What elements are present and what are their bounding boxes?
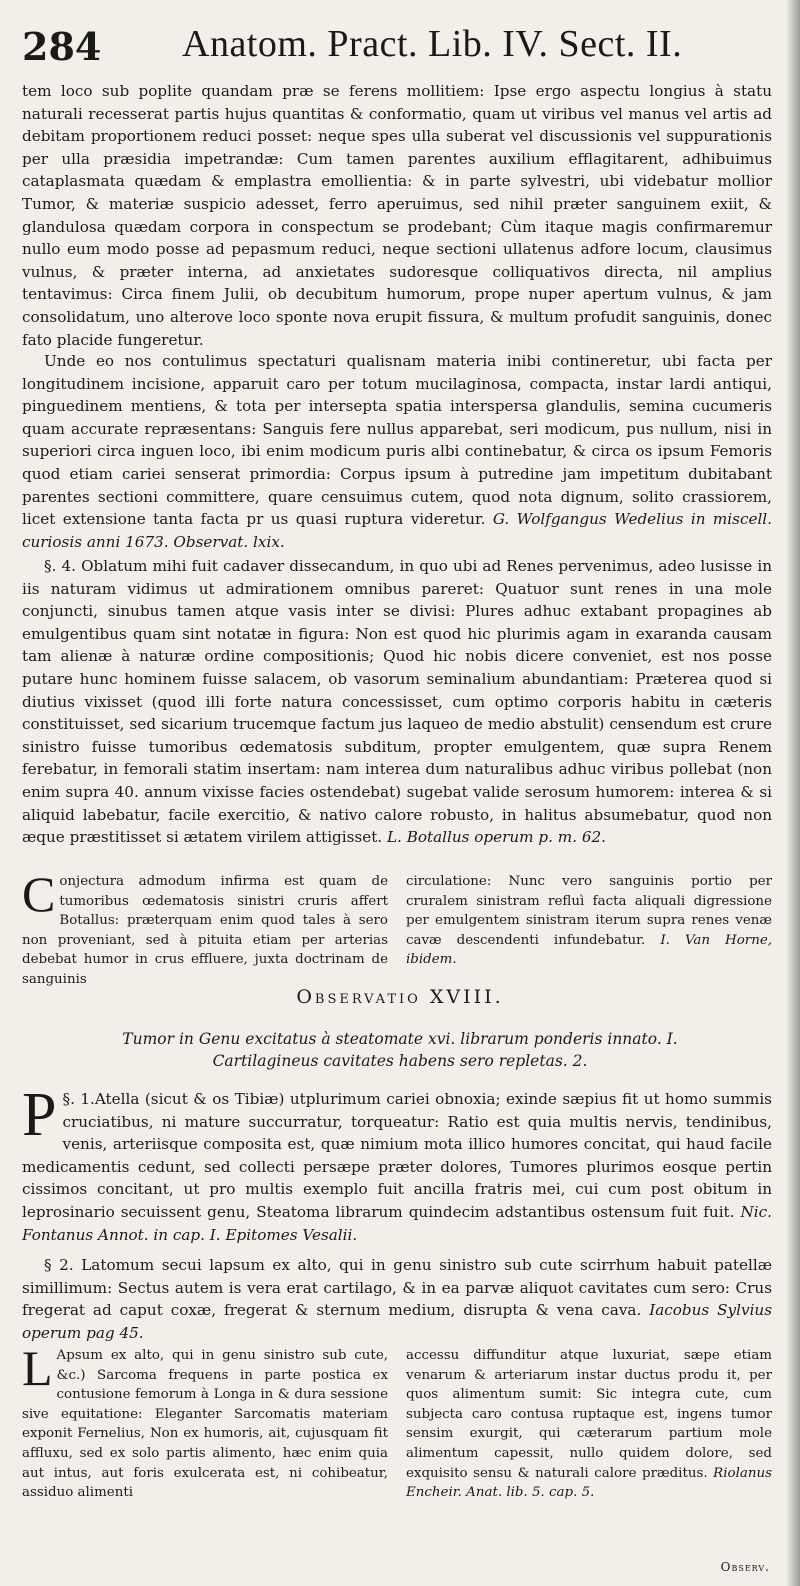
paragraph-4 xyxy=(22,555,772,849)
paragraph-3 xyxy=(22,350,772,553)
paragraph-text: Atella (sicut & os Tibiæ) utplurimum cariei obnoxia; exinde sæpius fit ut homo summis cruciatibus, ni mature succurratur, torqueatur: Ratio est quia multis nervis, tendinibus, venis, arteriisque composita est, quæ nimium mota illico humores concitat, qui haud facile medicamentis cedunt, sed collecti persæpe præter dolores, Tumores plurimos eosque pertin cissimos concitant, ut pro multis exemplo fuit ancilla fratris mei, cui cum post obitum in leprosinario secuissent genu, Steatoma librarum quindecim adstantibus ostensum fuit fuit. xyxy=(22,1090,772,1221)
paragraph-obs-2 xyxy=(22,1254,772,1344)
citation: I. Van Horne, ibidem. xyxy=(406,932,772,968)
page-number: 284 xyxy=(22,24,102,69)
citation: L. Botallus operum p. m. 62. xyxy=(386,828,607,847)
note-column-right xyxy=(406,1346,772,1503)
running-head: Anatom. Pract. Lib. IV. Sect. II. xyxy=(182,23,683,65)
note-text: circulatione: Nunc vero sanguinis portio per cruralem sinistram refluì facta aliquali digressione per emulgentem sinistram iterum supra renes venæ cavæ descendenti infundebatur. xyxy=(406,874,772,948)
catchword: Observ. xyxy=(720,1560,770,1574)
commentary-note-1 xyxy=(22,866,772,990)
paragraph-text: §. 4. Oblatum mihi fuit cadaver dissecandum, in quo ubi ad Renes pervenimus, adeo lusisse in iis naturam vidimus ut admirationem omnibus pareret: Quatuor sunt renes in una mole conjuncti, sinubus tamen atque vasis inter se divisi: Plures adhuc extabant propagines ab emulgentibus quam sint notatæ in figura: Non est quod hic plurimis agam in exaranda causam tam alienæ à naturæ ordine compositionis; Quod hic nobis dicere conveniet, est nos posse putare hunc hominem fuisse salacem, ob vasorum seminalium abundantiam: Præterea quod si diutius vixisset (quod illi forte natura concessisset, cum optimo corporis habitu in cæteris constituisset, sed sicarium trucemque factum jus laqueo de medio abstulit) censendum est crure sinistro fuisse tumoribus œdematosis subditum, propter emulgentem, quæ supra Renem ferebatur, in femorali statim insertam: nam interea dum naturalibus adhuc viribus pollebat (non enim supra 40. annum vixisse facies ostendebat) sugebat valide serosum humorem: interea & si aliquid labebatur, facile exercitio, & nativo calore robusto, in halitus absumebatur, quod non æque præstitisset si ætatem virilem attigisset. xyxy=(22,557,772,847)
observation-subtitle-2: Cartilagineus cavitates habens sero repletas. 2. xyxy=(212,1052,588,1070)
commentary-note-2 xyxy=(22,1340,772,1503)
note-text: onjectura admodum infirma est quam de tumoribus œdematosis sinistri cruris affert Botallus: præterquam enim quod tales à sero non proveniant, sed à pituita etiam per arterias debebat humor in crus effluere, juxta doctrinam de sanguinis xyxy=(22,874,388,987)
page-header xyxy=(22,18,772,80)
paragraph-text: Unde eo nos contulimus spectaturi qualisnam materia inibi contineretur, ubi facta per longitudinem incisione, apparuit caro per totum mucilaginosa, compacta, instar lardi antiqui, pinguedinem mentiens, & tota per intersepta spatia interspersa glandulis, semina cucumeris quam accurate repræsentans: Sanguis fere nullus apparebat, seri modicum, pus nullum, nisi in superiori circa inguen loco, ibi enim modicum puris albi continebatur, & circa os ipsum Femoris quod etiam cariei senserat primordia: Corpus ipsum à putredine jam impetitum dubitabant parentes sectioni committere, quare censuimus cutem, quod nota dignum, solito crassiorem, licet extensione tanta facta pr us quasi ruptura videretur. xyxy=(22,352,772,529)
section-number: §. 1. xyxy=(62,1090,95,1108)
citation: Iacobus Sylvius operum pag 45. xyxy=(22,1301,772,1342)
note-column-left xyxy=(22,866,388,990)
dropcap-initial: P xyxy=(22,1081,57,1149)
citation: G. Wolfgangus Wedelius in miscell. curiosis anni 1673. Observat. lxix. xyxy=(22,510,772,551)
note-text: accessu diffunditur atque luxuriat, sæpe etiam venarum & arteriarum instar ductus produ it, per quos alimentum sumit: Sic integra cute, cum subjecta caro contusa ruptaque est, ingens tumor sensim exurgit, qui cæterarum partium mole alimentum capessit, nullo quidem dolore, sed exquisito sensu & naturali calore præditus. xyxy=(406,1348,772,1481)
observation-subtitle-1: Tumor in Genu excitatus à steatomate xvi. librarum ponderis innato. I. xyxy=(122,1030,678,1048)
citation: Riolanus Encheir. Anat. lib. 5. cap. 5. xyxy=(406,1465,772,1501)
note-text: Apsum ex alto, qui in genu sinistro sub cute, &c.) Sarcoma frequens in parte postica ex contusione femorum à Longa in & dura sessione sive equitatione: Eleganter Sarcomatis materiam exponit Fernelius, Non ex humoris, ait, cujusquam fit affluxu, sed ex solo partis alimento, hæc enim quia aut intus, aut foris exulcerata est, ni cohibeatur, assiduo alimenti xyxy=(22,1348,388,1501)
observation-title: Observatio XVIII. xyxy=(296,986,504,1008)
paragraph-obs-1 xyxy=(22,1081,772,1246)
paragraph-text: tem loco sub poplite quandam præ se ferens mollitiem: Ipse ergo aspectu longius à statu naturali recesserat partis hujus quantitas & conformatio, quam ut viribus vel manus vel artis ad debitam proportionem reduci posset: neque spes ulla suberat vel discussionis vel suppurationis per ulla præsidia impetrandæ: Cum tamen parentes auxilium efflagitarent, adhibuimus cataplasmata quædam & emplastra emollientia: & in parte sylvestri, ubi videbatur mollior Tumor, & materiæ suspicio adesset, ferro aperuimus, sed nihil præter sanguinem exiit, & glandulosa quædam corpora in conspectum se prodebant; Cùm itaque magis confirmaremur nullo eum modo posse ad pepasmum reduci, neque sectioni ullatenus adfore locum, clausimus vulnus, & præter interna, ad anxietates sudoresque colliquativos directa, nil amplius tentavimus: Circa finem Julii, ob decubitum humorum, prope nuper apertum vulnus, & jam consolidatum, uno alterove loco sponte nova erupit fissura, & multum profudit sanguinis, donec fato placide fungeretur. xyxy=(22,82,772,349)
dropcap-initial: L xyxy=(22,1340,53,1396)
note-column-left xyxy=(22,1340,388,1503)
page-edge-shadow xyxy=(786,0,800,1586)
paragraph-continued xyxy=(22,80,772,351)
note-column-right xyxy=(406,872,772,990)
dropcap-initial: C xyxy=(22,866,56,922)
citation: Nic. Fontanus Annot. in cap. I. Epitomes Vesalii. xyxy=(22,1202,772,1244)
paragraph-text: § 2. Latomum secui lapsum ex alto, qui in genu sinistro sub cute scirrhum habuit patellæ simillimum: Sectus autem is vera erat cartilago, & in ea parvæ aliquot cavitates cum sero: Crus fregerat ad caput coxæ, fregerat & sternum medium, disrupta & vena cava. xyxy=(22,1256,772,1320)
